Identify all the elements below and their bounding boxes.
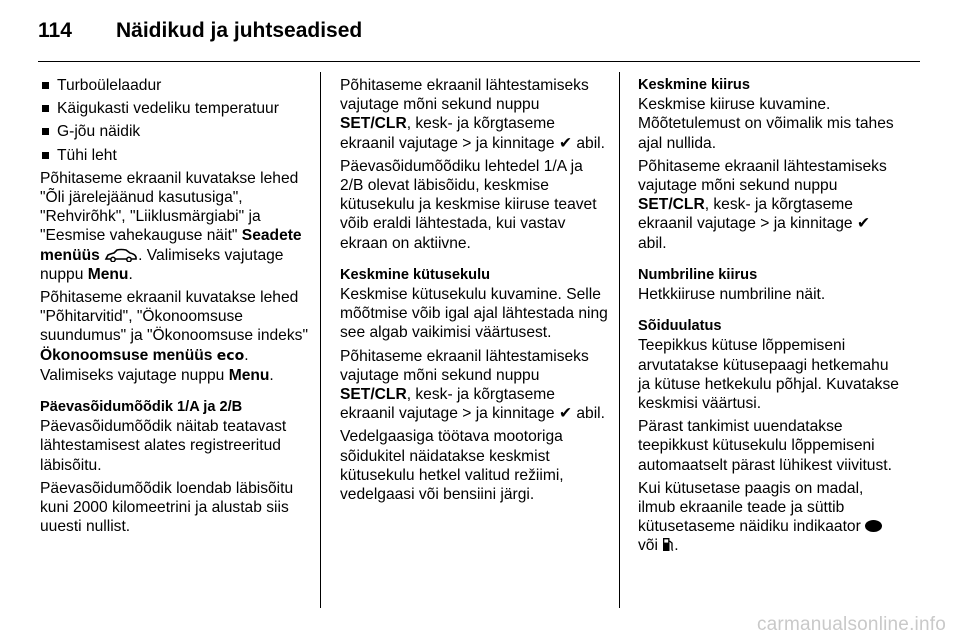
low-fuel-indicator-icon — [865, 520, 882, 532]
paragraph: Päevasõidumõõdik näitab teatavast lähtestamisest alates registreeritud läbisõitu. — [40, 418, 287, 474]
fuel-pump-icon — [662, 537, 674, 552]
section-heading: Keskmine kütusekulu — [340, 266, 491, 283]
paragraph: Põhitaseme ekraanil lähtestamiseks vajutage mõni sekund nuppu SET/CLR, kesk- ja kõrgtaseme ekraanil vajutage > ja kinnitage ✔ abil. — [638, 157, 887, 252]
set-clr-label: SET/CLR — [638, 196, 705, 214]
section-heading: Päevasõidumõõdik 1/A ja 2/B — [40, 399, 243, 416]
watermark: carmanualsonline.info — [756, 614, 946, 635]
page-title: Näidikud ja juhtseadised — [116, 19, 363, 42]
arrow-right-icon: > — [760, 215, 770, 233]
column-divider-2 — [619, 72, 620, 608]
menu-button-label: Menu — [228, 366, 270, 384]
bullet-square — [42, 152, 49, 159]
eco-icon: eco — [216, 347, 245, 364]
bullet-item: Käigukasti vedeliku temperatuur — [40, 99, 308, 118]
paragraph: Põhitaseme ekraanil kuvatakse lehed "Põhitarvitid", "Ökonoomsuse suundumus" ja "Ökonoomsuse indeks" Ökonoomsuse menüüs eco. Valimiseks vajutage nuppu Menu. — [40, 289, 308, 384]
page-header — [38, 14, 920, 48]
column-1 — [40, 76, 308, 536]
paragraph: Põhitaseme ekraanil lähtestamiseks vajutage mõni sekund nuppu SET/CLR, kesk- ja kõrgtaseme ekraanil vajutage > ja kinnitage ✔ abil. — [340, 77, 605, 152]
bullet-square — [42, 105, 49, 112]
column-2 — [340, 76, 608, 504]
paragraph: Keskmise kütusekulu kuvamine. Selle mõõtmise võib igal ajal lähtestada ning see algab vaikimisi väärtusest. — [340, 286, 608, 342]
arrow-right-icon: > — [462, 405, 472, 423]
bullet-item: Tühi leht — [40, 146, 308, 165]
page-number: 114 — [38, 19, 72, 42]
column-3 — [638, 76, 902, 556]
section-heading: Keskmine kiirus — [638, 77, 750, 93]
section-heading: Sõiduulatus — [638, 318, 722, 335]
column-divider-1 — [320, 72, 321, 608]
bullet-item: G-jõu näidik — [40, 122, 308, 141]
paragraph: Pärast tankimist uuendatakse teepikkust kütusekulu lõppemiseni automaatselt pärast lühikest viivitust. — [638, 418, 892, 474]
bullet-square — [42, 128, 49, 135]
paragraph: Põhitaseme ekraanil lähtestamiseks vajutage mõni sekund nuppu SET/CLR, kesk- ja kõrgtaseme ekraanil vajutage > ja kinnitage ✔ abil. — [340, 347, 605, 423]
bullet-item: Turboülelaadur — [40, 76, 308, 95]
paragraph: Keskmise kiiruse kuvamine. Mõõtetulemust on võimalik mis tahes ajal nullida. — [638, 96, 894, 152]
set-clr-label: SET/CLR — [340, 386, 407, 404]
paragraph: Teepikkus kütuse lõppemiseni arvutatakse kütusepaagi hetkemahu ja kütuse hetkekulu põhjal. Kuvatakse keskmisi väärtusi. — [638, 337, 899, 413]
eco-menu-label: Ökonoomsuse menüüs — [40, 346, 213, 364]
arrow-right-icon: > — [462, 134, 472, 152]
check-icon: ✔ — [558, 405, 573, 423]
bullet-square — [42, 82, 49, 89]
check-icon: ✔ — [558, 134, 573, 152]
paragraph: Hetkkiiruse numbriline näit. — [638, 286, 826, 304]
paragraph: Vedelgaasiga töötava mootoriga sõidukitel näidatakse keskmist kütusekulu hetkel valitud režiimi, vedelgaasi või bensiini järgi. — [340, 428, 564, 504]
paragraph: Kui kütusetase paagis on madal, ilmub ekraanile teade ja süttib kütusetaseme näidiku indikaator või . — [638, 479, 902, 556]
check-icon: ✔ — [856, 215, 871, 233]
menu-button-label: Menu — [87, 265, 129, 283]
set-clr-label: SET/CLR — [340, 115, 407, 133]
paragraph: Päevasõidumõõdik loendab läbisõitu kuni 2000 kilomeetrini ja alustab siis uuesti nullist. — [40, 479, 294, 536]
settings-menu-label: Seadete menüüs — [40, 227, 302, 264]
paragraph: Päevasõidumõõdiku lehtedel 1/A ja 2/B olevat läbisõidu, keskmise kütusekulu ja keskmise kiiruse teavet võib eraldi lähtestada, kui vastav ekraan on aktiivne. — [340, 157, 597, 252]
paragraph: Põhitaseme ekraanil kuvatakse lehed "Õli järelejäänud kasutusiga", "Rehvirõhk", "Liiklusmärgiabi" ja "Eesmise vahekauguse näit" Seadete menüüs . Valimiseks vajutage nuppu Menu. — [40, 169, 302, 283]
header-rule — [38, 61, 920, 62]
section-heading: Numbriline kiirus — [638, 266, 758, 283]
car-icon — [104, 248, 138, 262]
